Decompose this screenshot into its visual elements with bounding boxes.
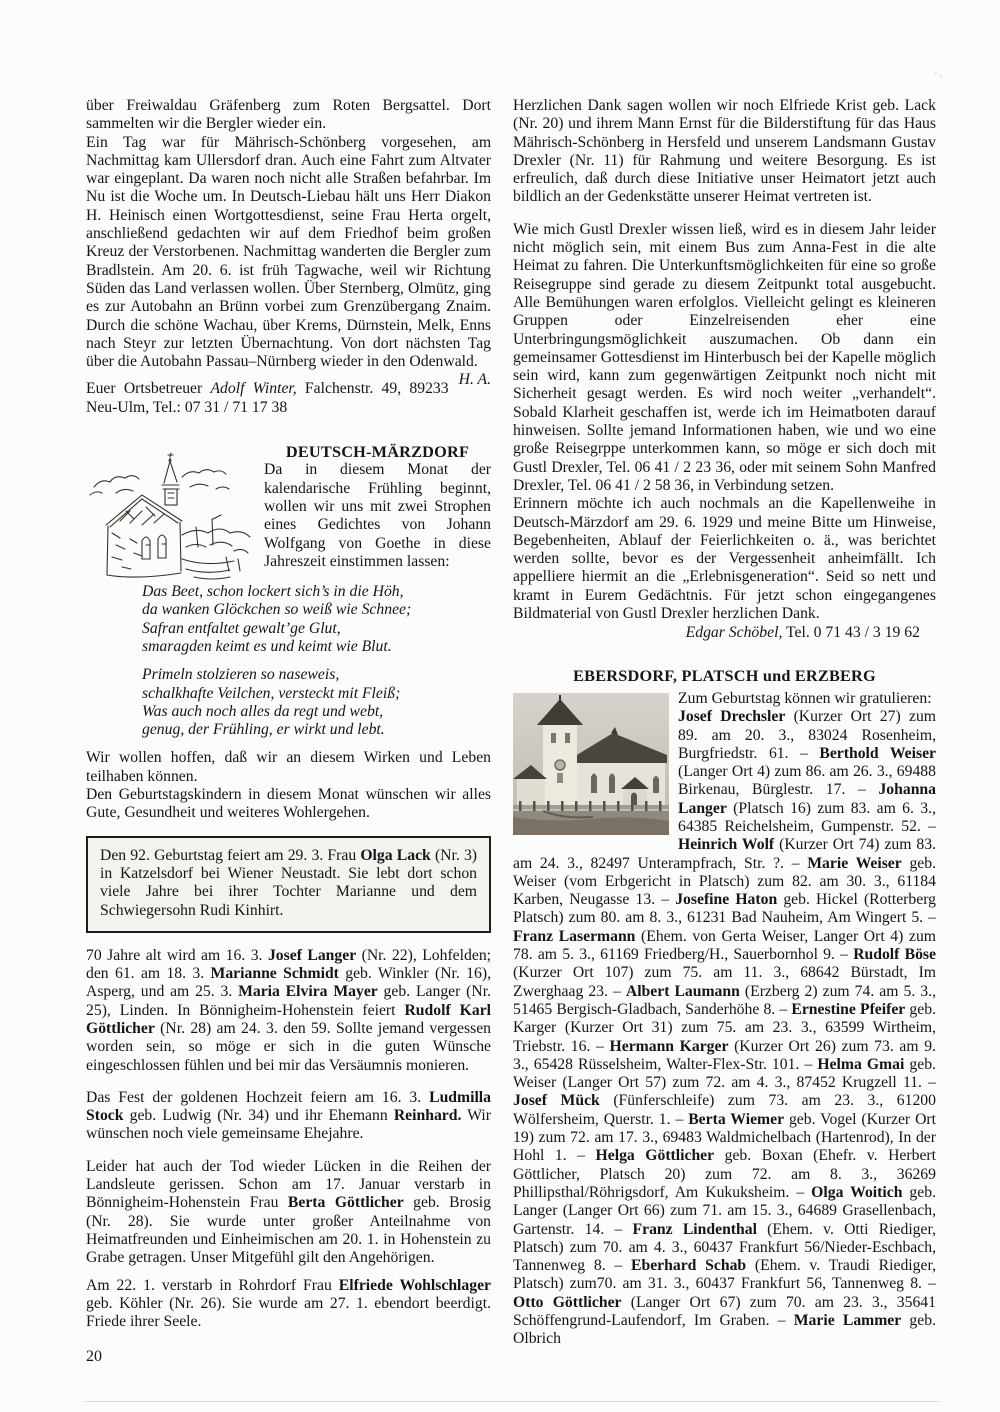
birthdays-paragraph: 70 Jahre alt wird am 16. 3. Josef Langer (Nr. 22), Lohfelden; den 61. am 18. 3. Marianne Schmidt geb. Winkler (Nr. 16), Asperg, und am 25. 3. Maria Elvira Mayer geb. Langer (Nr. 25), Linden. In Bönnigheim-Hohenstein feiert Rudolf Karl Göttlicher (Nr. 28) am 24. 3. den 59. Sollte jemand vergessen worden sein, so möge er sich in die guten Wünsche eingeschlossen fühlen und bei mir das Versäumnis monieren.	[86, 946, 492, 1074]
church-photo	[513, 693, 669, 835]
section-ebersdorf-body	[513, 690, 936, 1349]
goethe-poem	[142, 583, 491, 739]
church-sketch-svg	[86, 449, 254, 583]
schoebel-signature: Edgar Schöbel, Tel. 0 71 43 / 3 19 62	[685, 624, 920, 642]
section-heading-deutsch-maerzdorf: DEUTSCH-MÄRZDORF	[285, 442, 470, 462]
travel-report-paragraph-2: Ein Tag war für Mährisch-Schönberg vorgesehen, am Nachmittag kam Ullersdorf dran. Auch eine Fahrt zum Altvater war eingeplant. Da waren noch nicht alle Straßen befahrbar. Im Nu ist die Woche um. In Deutsch-Liebau hält uns Herr Diakon H. Heinisch einen Wortgottesdienst, seine Frau Herta orgelt, anschließend gedachten wir auf dem Friedhof beim großen Kreuz der Verstorbenen. Nachmittag wanderten die Bergler zum Bradlstein. Am 20. 6. ist früh Tagwache, weil wir Richtung Süden das Land verlassen wollen. Über Sternberg, Olmütz, ging es zur Autobahn an Brünn vorbei zum Grenzübergang Znaim. Durch die schöne Wachau, über Krems, Dürnstein, Melk, Enns nach Steyr zur letzten Übernachtung. Von dort nächsten Tag über die Autobahn Passau–Nürnberg wieder in den Odenwald. H. A.	[86, 133, 492, 389]
ortsbetreuer-contact: Euer Ortsbetreuer Adolf Winter, Falchenstr. 49, 89233 Neu-Ulm, Tel.: 07 31 / 71 17 38	[86, 380, 449, 416]
obituary-goettlicher: Leider hat auch der Tod wieder Lücken in die Reihen der Landsleute gerissen. Schon am 17. Januar verstarb in Bönnigheim-Hohenstein Frau Berta Göttlicher geb. Brosig (Nr. 28). Sie wurde unter großer Anteilnahme von Heimatfreunden und Einheimischen am 20. 1. in Hohenstein zu Grabe getragen. Unser Mitgefühl gilt den Angehörigen.	[86, 1157, 492, 1267]
hope-paragraph: Wir wollen hoffen, daß wir an diesem Wirken und Leben teilhaben können.	[86, 749, 492, 785]
scan-artifact: ·.	[934, 68, 945, 80]
section-heading-ebersdorf: EBERSDORF, PLATSCH und ERZBERG	[573, 665, 876, 685]
birthday-wishes-paragraph: Den Geburtstagskindern in diesem Monat wünschen wir alles Gute, Gesundheit und weiteres Wohlergehen.	[86, 786, 492, 822]
right-column	[513, 97, 936, 1349]
church-sketch-drawing	[86, 449, 254, 583]
page-number: 20	[86, 1348, 102, 1365]
olga-lack-announcement-box: Den 92. Geburtstag feiert am 29. 3. Frau Olga Lack (Nr. 3) in Katzelsdorf bei Wiener Neustadt. Sie lebt dort schon viele Jahre bei ihrer Tochter Marianne und dem Schwiegersohn Rudi Kinhirt.	[86, 836, 491, 933]
obituary-wohlschlager: Am 22. 1. verstarb in Rohrdorf Frau Elfriede Wohlschlager geb. Köhler (Nr. 26). Sie wurde am 27. 1. ebendort beerdigt. Friede ihrer Seele.	[86, 1276, 492, 1331]
maerzdorf-intro: Da in diesem Monat der kalendarische Frühling beginnt, wollen wir uns mit zwei Strophen eines Gedichtes von Johann Wolfgang von Goethe in diese Jahreszeit einstimmen lassen:	[264, 461, 492, 570]
ebersdorf-birthday-list: Josef Drechsler (Kurzer Ort 27) zum 89. am 20. 3., 83024 Rosenheim, Burgfriedstr. 61. – Berthold Weiser (Langer Ort 4) zum 86. am 26. 3., 69488 Birkenau, Bürglestr. 17. – Johanna Langer (Platsch 16) zum 83. am 6. 3., 64385 Reichelsheim, Gumpenstr. 52. – Heinrich Wolf (Kurzer Ort 74) zum 83. am 24. 3., 82497 Unterampfrach, Str. ?. – Marie Weiser geb. Weiser (vom Erbgericht in Platsch) zum 82. am 30. 3., 61184 Karben, Neugasse 13. – Josefine Haton geb. Hickel (Rotterberg Platsch) zum 80. am 8. 3., 61231 Bad Nauheim, Am Wingert 5. – Franz Lasermann (Ehem. von Gerta Weiser, Langer Ort 4) zum 78. am 5. 3., 61169 Friedberg/H., Sauerbornhol 9. – Rudolf Böse (Kurzer Ort 107) zum 75. am 11. 3., 68642 Bürstadt, Im Zwerghaag 23. – Albert Laumann (Erzberg 2) zum 74. am 5. 3., 51465 Bergisch-Gladbach, Sanderhöhe 8. – Ernestine Pfeifer geb. Karger (Kurzer Ort 31) zum 75. am 23. 3., 63599 Wirtheim, Triebstr. 16. – Hermann Karger (Kurzer Ort 26) zum 73. am 9. 3., 65428 Rüsselsheim, Walter-Flex-Str. 101. – Helma Gmai geb. Weiser (Langer Ort 57) zum 72. am 4. 3., 87452 Krugzell 11. – Josef Mück (Fünferschleife) zum 73. am 23. 3., 61200 Wölfersheim, Querstr. 1. – Berta Wiemer geb. Vogel (Kurzer Ort 19) zum 72. am 17. 3., 69483 Waldmichelbach (Hartenrod), In der Hohl 1. – Helga Göttlicher geb. Boxan (Ehefr. v. Herbert Göttlicher, Platsch 20) zum 72. am 8. 3., 36269 Phillipsthal/Röhrigsdorf, Am Kukuksheim. – Olga Woitich geb. Langer (Langer Ort 66) zum 71. am 15. 3., 64689 Grasellenbach, Gartenstr. 14. – Franz Lindenthal (Ehem. v. Otti Riediger, Platsch) zum 70. am 4. 3., 60437 Frankfurt 56/Nieder-Eschbach, Tannenweg 8. – Eberhard Schab (Ehem. v. Traudi Riediger, Platsch) zum70. am 31. 3., 60437 Frankfurt 56, Tannenweg 8. – Otto Göttlicher (Langer Ort 67) zum 70. am 23. 3., 35641 Schöffengrund-Laufendorf, Im Graben. – Marie Lammer geb. Olbrich	[513, 708, 937, 1348]
church-photo-svg	[513, 693, 669, 835]
anna-fest-paragraph: Wie mich Gustl Drexler wissen ließ, wird es in diesem Jahr leider nicht möglich sein, mit einem Bus zum Anna-Fest in die alte Heimat zu fahren. Die Unterkunftsmöglichkeiten für eine so große Reisegruppe sind gerade zu diesem Zeitpunkt total ausgebucht. Alle Bemühungen waren erfolglos. Vielleicht gelingt es kleineren Gruppen oder Einzelreisenden eher eine Unterbringungsmöglichkeit auszumachen. Ob dann ein gemeinsamer Gottesdienst im Hinterbusch bei der Kapelle möglich sein wird, kann zum gegenwärtigen Zeitpunkt noch nicht mit Sicherheit gesagt werden. Es wird noch weiter „verhandelt“. Sobald Klarheit geschaffen ist, werde ich im Heimatboten darauf hinweisen. Sollte jemand Informationen haben, wie und wo eine große Reisegrppe unterkommen kann, so möge er sich doch mit Gustl Drexler, Tel. 06 41 / 2 23 36, oder mit seinem Sohn Manfred Drexler, Tel. 06 41 / 2 58 36, in Verbindung setzen.	[513, 220, 936, 494]
poem-stanza-2: Primeln stolzieren so naseweis, schalkhafte Veilchen, versteckt mit Fleiß; Was auch noch alles da regt und webt, genug, der Frühling, er wirkt und lebt.	[142, 666, 401, 739]
author-initials: H. A.	[458, 371, 492, 389]
ebersdorf-intro: Zum Geburtstag können wir gratulieren:	[678, 689, 932, 707]
scan-rule	[84, 1401, 940, 1402]
travel-report-paragraph: über Freiwaldau Gräfenberg zum Roten Bergsattel. Dort sammelten wir die Bergler wieder ein.	[86, 97, 492, 133]
poem-stanza-1: Das Beet, schon lockert sich’s in die Höh, da wanken Glöckchen so weiß wie Schnee; Safran entfaltet gewalt’ge Glut, smaragden keimt es und keimt wie Blut.	[142, 583, 412, 655]
golden-wedding-paragraph: Das Fest der goldenen Hochzeit feiern am 16. 3. Ludmilla Stock geb. Ludwig (Nr. 34) und ihr Ehemann Reinhard. Wir wünschen noch viele gemeinsame Ehejahre.	[86, 1088, 492, 1143]
section-deutsch-maerzdorf	[86, 443, 491, 571]
thanks-paragraph: Herzlichen Dank sagen wollen wir noch Elfriede Krist geb. Lack (Nr. 20) und ihrem Mann Ernst für die Bilderstiftung für das Haus Mährisch-Schönberg in Hersfeld und unserem Landsmann Gustav Drexler (Nr. 11) für Rahmung und weitere Besorgung. Es ist erfreulich, daß durch diese Initiative unser Heimatort jetzt auch bildlich an der Gedenkstätte unserer Heimat vertreten ist.	[513, 97, 936, 206]
left-column	[86, 97, 491, 1349]
kapellenweihe-paragraph: Erinnern möchte ich auch nochmals an die Kapellenweihe in Deutsch-Märzdorf am 29. 6. 1929 und meine Bitte um Hinweise, Begebenheiten, Ablauf der Feierlichkeiten o. ä., was berichtet werden sollte, bevor es der Vergessenheit anheimfällt. Ich appelliere hiermit an die „Erlebnisgeneration“. Seid so nett und kramt in Eurem Gedächtnis. Für jetzt schon eingegangenes Bildmaterial von Gustl Drexler herzlichen Dank.	[513, 495, 936, 623]
